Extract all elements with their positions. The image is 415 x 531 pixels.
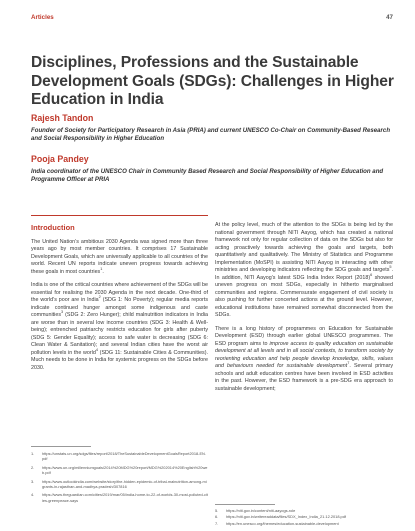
right-column xyxy=(215,222,393,399)
author-block xyxy=(31,154,391,185)
author-name: Rajesh Tandon xyxy=(31,113,94,123)
footnote-rule xyxy=(215,504,275,505)
paragraph-text: . xyxy=(102,268,104,275)
author-name: Pooja Pandey xyxy=(31,154,89,164)
paragraph xyxy=(215,222,393,320)
footnote-ref[interactable]: 2 xyxy=(98,295,101,300)
paragraph xyxy=(31,239,208,277)
paragraph-text: At the policy level, much of the attention to the SDGs is being led by the national government through NITI Aayog, which has created a national framework not only for regular collection of data on the SDGs but also for acting proactively towards achieving the goals and targets, both quantitatively and qualitatively. The Ministry of Statistics and Programme Implementation (MoSPI) is assisting NITI Aayog in interacting with other ministries and developing indicators reflecting the SDG goals and targets xyxy=(215,222,393,273)
page-header xyxy=(31,14,393,24)
footnote-number: 6. xyxy=(215,514,219,520)
section-label: Articles xyxy=(31,14,54,21)
section-divider xyxy=(31,215,208,216)
footnote-ref[interactable]: 5 xyxy=(389,265,392,270)
author-affiliation: India coordinator of the UNESCO Chair in Community Based Research and Social Responsibility of Higher Education and Programme Officer at PRIA xyxy=(31,168,384,184)
footnote-link[interactable]: https://unstats.un.org/sdgs/files/report/2018/TheSustainableDevelopmentGoalsReport2018-EN.pdf xyxy=(42,451,206,462)
paragraph xyxy=(31,282,208,372)
paragraph xyxy=(215,326,393,394)
paragraph-text: India is one of the critical countries where achievement of the SDGs will be essential for realising the 2030 Agenda in the next decade. One-third of the world’s poor are in India xyxy=(31,282,208,303)
emphasized-quote: improve access to quality education on sustainable development at all levels and in all social contexts, to transform society by reorienting education and help people develop knowledge, skills, values and behaviours needed for sustainable development xyxy=(215,340,393,369)
footnote xyxy=(215,514,393,519)
section-heading: Introduction xyxy=(31,223,75,232)
footnote-number: 1. xyxy=(31,451,35,456)
footnote-link[interactable]: https://en.unesco.org/themes/education-sustainable-development xyxy=(226,520,339,526)
footnote xyxy=(215,521,393,526)
footnote-ref[interactable]: 1 xyxy=(100,266,103,271)
paragraph-text: . Several primary schools and adult education centres have been involved in ESD activities in the past. However, the ESD framework is a pre-SDG era approach to sustainable development; xyxy=(215,363,394,392)
footnote-link[interactable]: https://niti.gov.in/writereaddata/files/SDX_Index_India_21.12.2018.pdf xyxy=(226,514,346,520)
paragraph-text: showed uneven progress on most SDGs, especially in hitherto marginalised communities and regions. Commensurate engagement of civil society is also pushing for further concerted actions at the ground level. However, educational institutions have remained somewhat disconnected from the SDGs. xyxy=(215,274,393,318)
paragraph-text: (SDG 1: No Poverty); regular media reports indicate continued hunger amongst some indigenous and caste communities xyxy=(31,297,208,318)
author-affiliation: Founder of Society for Participatory Research in Asia (PRIA) and current UNESCO Co-Chair on Community-Based Research and Social Responsibility in Higher Education xyxy=(31,127,391,143)
footnote-ref[interactable]: 7 xyxy=(347,361,350,366)
footnote xyxy=(31,465,208,476)
footnote-number: 2. xyxy=(31,464,35,470)
footnote xyxy=(31,479,208,490)
footnote xyxy=(31,451,208,462)
footnote-ref[interactable]: 3 xyxy=(61,310,64,315)
footnote xyxy=(31,492,208,503)
footnote-number: 4. xyxy=(31,492,35,498)
footnote-rule xyxy=(31,446,91,447)
footnote-number: 5. xyxy=(215,508,219,513)
footnote-number: 7. xyxy=(215,520,219,526)
footnote xyxy=(215,508,393,513)
footnote-link[interactable]: https://www.outlookindia.com/website/story/the-hidden-epidemic-of-tribal-malnutrition-among-migrants-in-rajasthan-and-madhya-pradesh/307816 xyxy=(42,478,207,490)
footnote-link[interactable]: https://niti.gov.in/content/niti-aayogs-role xyxy=(226,508,296,513)
paragraph-text: The United Nation’s ambitious 2030 Agenda was signed more than three years ago by most member countries. It comprises 17 Sustainable Development Goals, which are universally applicable to all countries of the world. Recent UN reports indicate uneven progress towards achieving these goals in most countries xyxy=(31,238,208,275)
footnote-ref[interactable]: 6 xyxy=(370,272,373,277)
left-column xyxy=(31,224,208,378)
footnote-number: 3. xyxy=(31,478,35,484)
article-title: Disciplines, Professions and the Sustainable Development Goals (SDGs): Challenges in Higher Education in India xyxy=(31,54,394,108)
footnotes-right xyxy=(215,508,393,527)
footnotes-left xyxy=(31,451,208,506)
paragraph-text: (SDG 2: Zero Hunger); child malnutrition indicators in India are worse than in several low income countries (SDG 3: Health & Well-being); entrenched patriarchy restricts education for girls after puberty (SDG 5: Gender Equality); access to safe water is decreasing (SDG 6: Clean Water & Sanitation); and several Indian cities have the worst air pollution levels in the world xyxy=(31,312,208,356)
page-number: 47 xyxy=(386,14,393,21)
author-block xyxy=(31,113,391,144)
footnote-ref[interactable]: 4 xyxy=(95,347,98,352)
footnote-link[interactable]: https://www.un.org/millenniumgoals/2014%20MDG%20report/MDG%202014%20English%20web.pdf xyxy=(42,464,208,476)
paragraph-text: There is a long history of programmes on Education for Sustainable Development (ESD) through earlier global UNESCO programmes. The ESD program aims to xyxy=(215,325,393,347)
paragraph-text: (SDG 11: Sustainable Cities & Communities). Much needs to be done in India for systemic progress on the SDGs before 2030. xyxy=(31,349,208,371)
paragraph-text: . In addition, NITI Aayog’s latest SDG India Index Report (2018) xyxy=(215,267,393,281)
footnote-link[interactable]: https://www.theguardian.com/cities/2019/mar/05/india-home-to-22-of-worlds-30-most-polluted-cities-greenpeace-says xyxy=(42,492,208,503)
